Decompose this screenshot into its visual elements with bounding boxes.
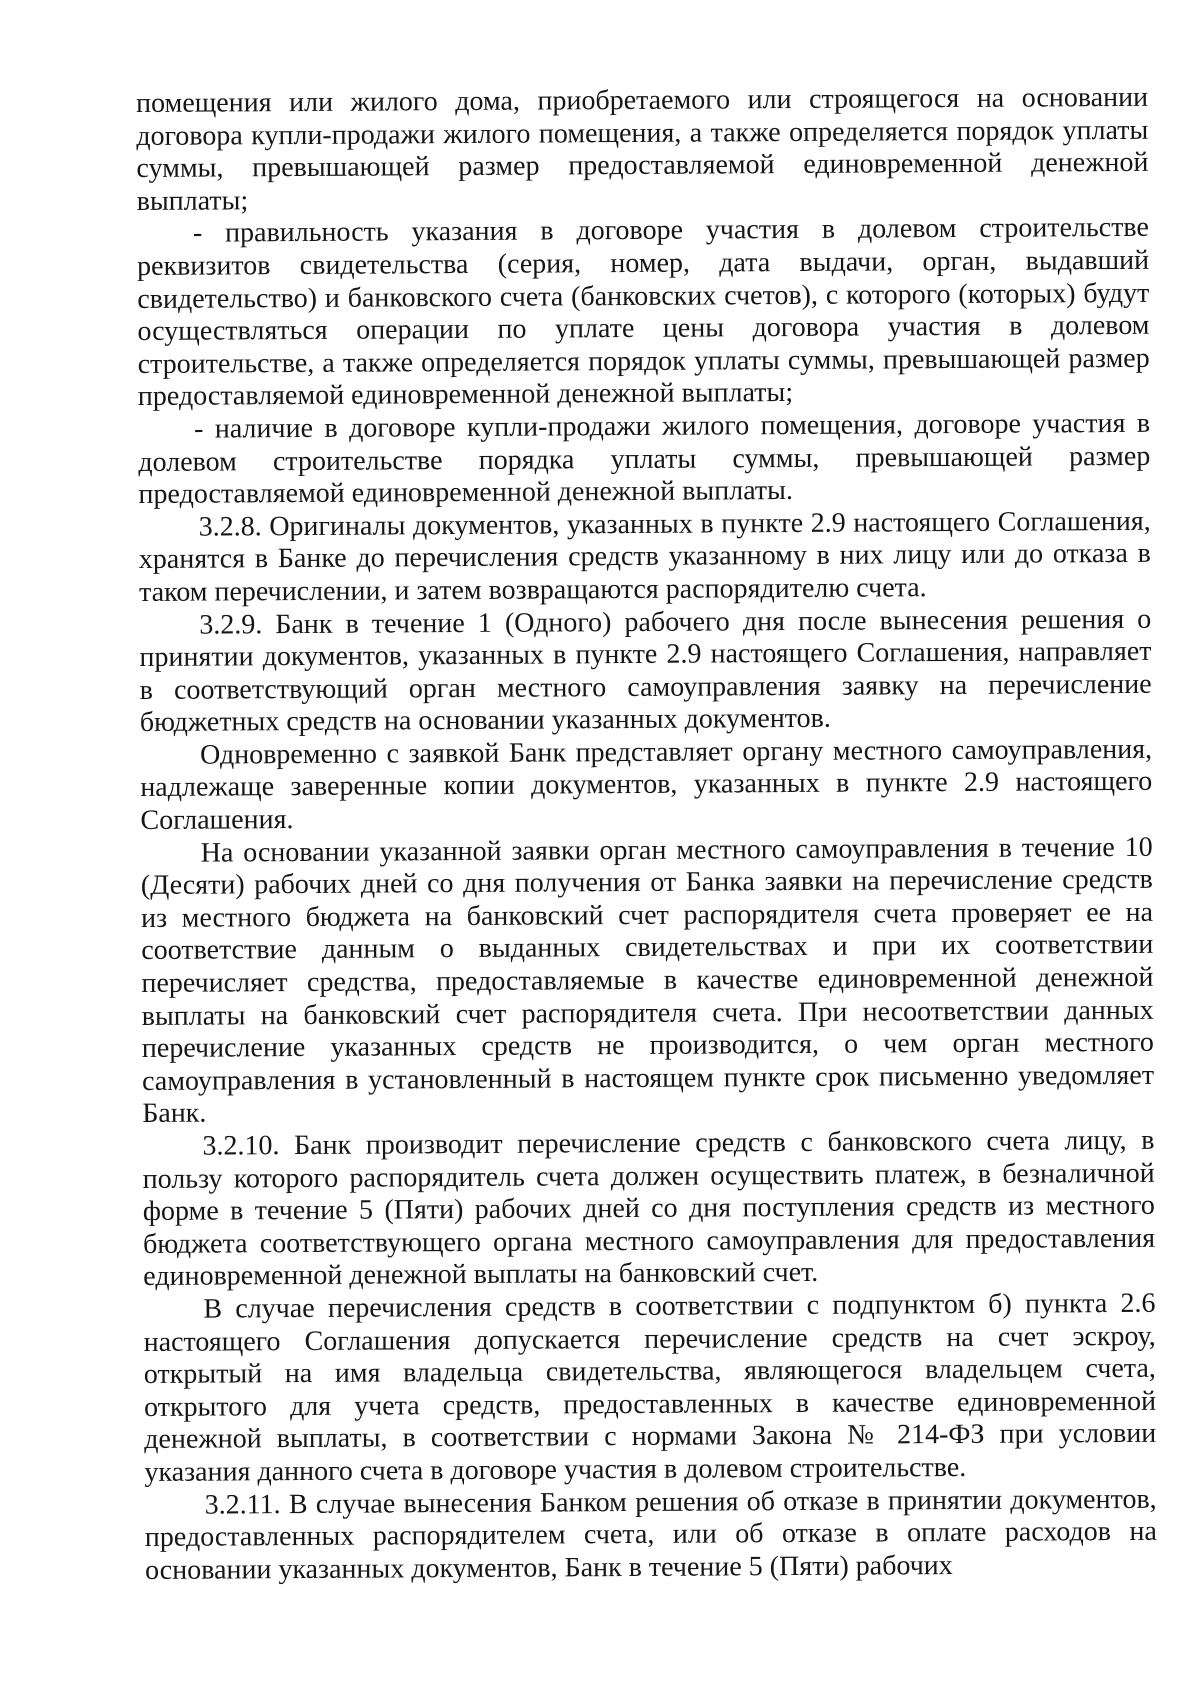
document-text-body bbox=[136, 82, 1157, 1587]
paragraph-clause-3-2-9: 3.2.9. Банк в течение 1 (Одного) рабочего дня после вынесения решения о принятии документов, указанных в пункте 2.9 настоящего Соглашения, направляет в соответствующий орган местного самоуправления заявку на перечисление бюджетных средств на основании указанных документов. bbox=[139, 603, 1152, 739]
paragraph-clause-3-2-11: 3.2.11. В случае вынесения Банком решения об отказе в принятии документов, предоставленных распорядителем счета, или об отказе в оплате расходов на основании указанных документов, Банк в течение 5 (Пяти) рабочих bbox=[144, 1483, 1157, 1586]
paragraph-simultaneously: Одновременно с заявкой Банк представляет органу местного самоуправления, надлежаще заверенные копии документов, указанных в пункте 2.9 настоящего Соглашения. bbox=[140, 733, 1153, 837]
paragraph-clause-3-2-10: 3.2.10. Банк производит перечисление средств с банковского счета лицу, в пользу которого распорядитель счета должен осуществить платеж, в безналичной форме в течение 5 (Пяти) рабочих дней со дня поступления средств из местного бюджета соответствующего органа местного самоуправления для предоставления единовременной денежной выплаты на банковский счет. bbox=[142, 1124, 1156, 1293]
paragraph-continuation: помещения или жилого дома, приобретаемого или строящегося на основании договора купли-продажи жилого помещения, а также определяется порядок уплаты суммы, превышающей размер предоставляемой единовременной денежной выплаты; bbox=[136, 81, 1149, 217]
paragraph-on-basis: На основании указанной заявки орган местного самоуправления в течение 10 (Десяти) рабочих дней со дня получения от Банка заявки на перечисление средств из местного бюджета на банковский счет распорядителя счета проверяет ее на соответствие данным о выданных свидетельствах и при их соответствии перечисляет средства, предоставляемые в качестве единовременной денежной выплаты на банковский счет распорядителя счета. При несоответствии данных перечисление указанных средств не производится, о чем орган местного самоуправления в установленный в настоящем пункте срок письменно уведомляет Банк. bbox=[140, 831, 1155, 1130]
paragraph-escrow: В случае перечисления средств в соответствии с подпунктом б) пункта 2.6 настоящего Соглашения допускается перечисление средств на счет эскроу, открытый на имя владельца свидетельства, являющегося владельцем счета, открытого для учета средств, предоставленных в качестве единовременной денежной выплаты, в соответствии с нормами Закона № 214-ФЗ при условии указания данного счета в договоре участия в долевом строительстве. bbox=[143, 1287, 1157, 1488]
paragraph-item-requisites: - правильность указания в договоре участия в долевом строительстве реквизитов свидетельства (серия, номер, дата выдачи, орган, выдавший свидетельство) и банковского счета (банковских счетов), с которого (которых) будут осуществляться операции по уплате цены договора участия в долевом строительстве, а также определяется порядок уплаты суммы, превышающей размер предоставляемой единовременной денежной выплаты; bbox=[136, 212, 1150, 413]
paragraph-clause-3-2-8: 3.2.8. Оригиналы документов, указанных в пункте 2.9 настоящего Соглашения, хранятся в Банке до перечисления средств указанному в них лицу или до отказа в таком перечислении, и затем возвращаются распорядителю счета. bbox=[138, 505, 1151, 608]
paragraph-item-payment-order: - наличие в договоре купли-продажи жилого помещения, договоре участия в долевом строительстве порядка уплаты суммы, превышающей размер предоставляемой единовременной денежной выплаты. bbox=[138, 407, 1151, 511]
